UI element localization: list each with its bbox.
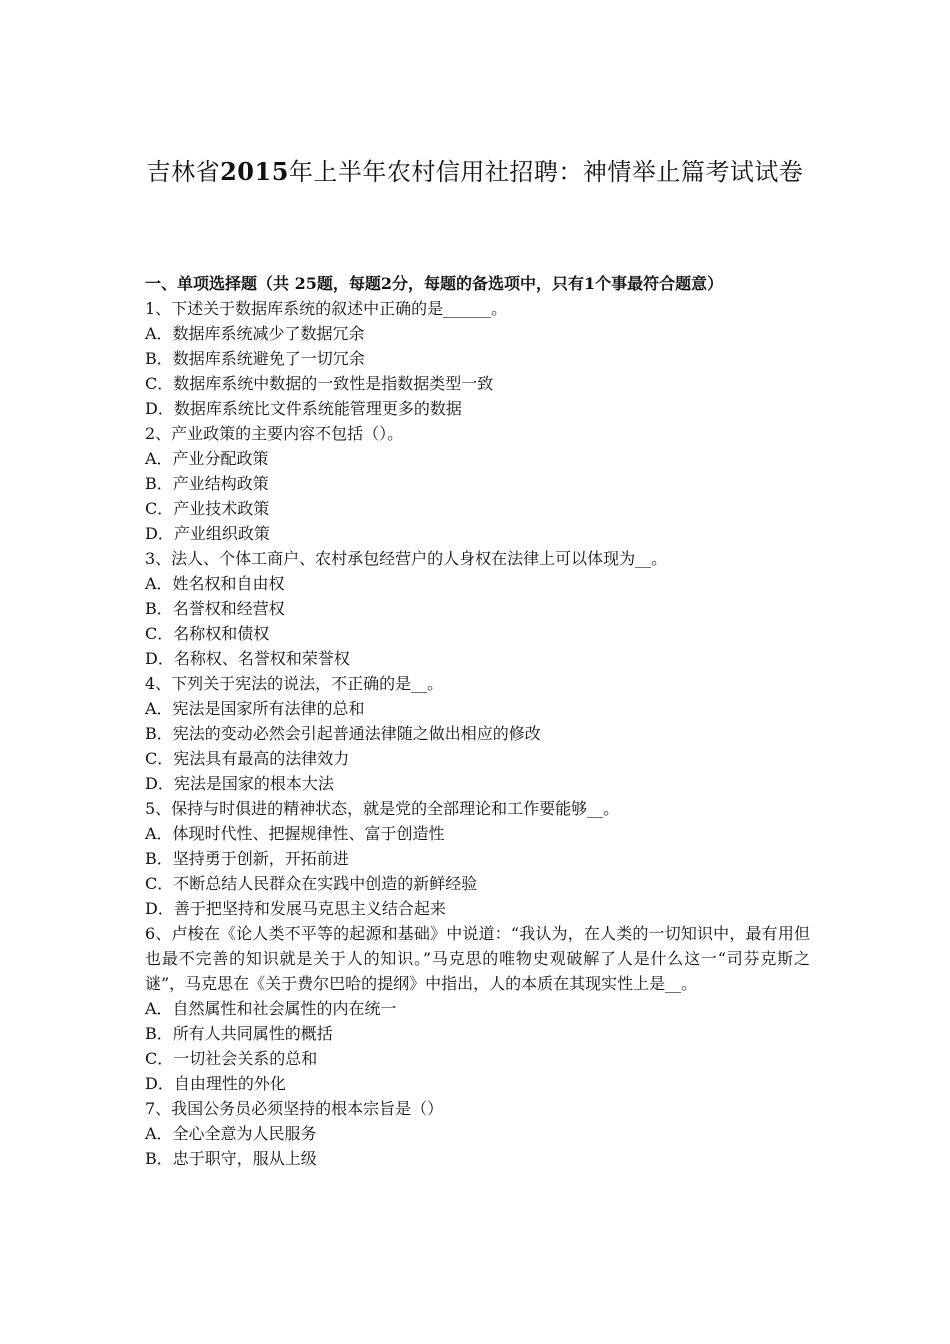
option-b: B．产业结构政策 bbox=[145, 474, 269, 493]
question-stem: 1、下述关于数据库系统的叙述中正确的是______。 bbox=[145, 299, 508, 318]
option-a: A．自然属性和社会属性的内在统一 bbox=[145, 999, 397, 1018]
option-d: D．宪法是国家的根本大法 bbox=[145, 774, 334, 793]
question-2 bbox=[145, 421, 810, 546]
option-a: A．体现时代性、把握规律性、富于创造性 bbox=[145, 824, 445, 843]
question-stem: 6、卢梭在《论人类不平等的起源和基础》中说道：“我认为，在人类的一切知识中，最有用但也最不完善的知识就是关于人的知识。”马克思的唯物史观破解了人是什么这一“司芬克斯之谜”，马克思在《关于费尔巴哈的提纲》中指出，人的本质在其现实性上是__。 bbox=[145, 924, 810, 993]
option-b: B．名誉权和经营权 bbox=[145, 599, 285, 618]
question-6 bbox=[145, 921, 810, 1096]
question-3 bbox=[145, 546, 810, 671]
option-d: D．善于把坚持和发展马克思主义结合起来 bbox=[145, 899, 446, 918]
option-d: D．名称权、名誉权和荣誉权 bbox=[145, 649, 350, 668]
option-b: B．所有人共同属性的概括 bbox=[145, 1024, 333, 1043]
option-c: C．产业技术政策 bbox=[145, 499, 270, 518]
question-1 bbox=[145, 296, 810, 421]
question-5 bbox=[145, 796, 810, 921]
option-c: C．名称权和债权 bbox=[145, 624, 270, 643]
option-c: C．一切社会关系的总和 bbox=[145, 1049, 318, 1068]
document-title bbox=[140, 146, 810, 198]
title-prefix: 吉林省 bbox=[146, 158, 221, 186]
option-c: C．不断总结人民群众在实践中创造的新鲜经验 bbox=[145, 874, 478, 893]
option-b: B．忠于职守，服从上级 bbox=[145, 1149, 317, 1168]
option-c: C．宪法具有最高的法律效力 bbox=[145, 749, 350, 768]
question-stem: 5、保持与时俱进的精神状态，就是党的全部理论和工作要能够__。 bbox=[145, 799, 620, 818]
option-c: C．数据库系统中数据的一致性是指数据类型一致 bbox=[145, 374, 494, 393]
section-heading: 一、单项选择题（共 25题，每题2分，每题的备选项中，只有1个事最符合题意） bbox=[145, 274, 724, 293]
title-year: 2015 bbox=[220, 157, 289, 186]
document-body bbox=[145, 271, 810, 1171]
question-stem: 7、我国公务员必须坚持的根本宗旨是（） bbox=[145, 1099, 444, 1118]
option-b: B．宪法的变动必然会引起普通法律随之做出相应的修改 bbox=[145, 724, 541, 743]
option-a: A．姓名权和自由权 bbox=[145, 574, 285, 593]
option-a: A．宪法是国家所有法律的总和 bbox=[145, 699, 365, 718]
question-stem: 4、下列关于宪法的说法，不正确的是__。 bbox=[145, 674, 444, 693]
option-a: A．全心全意为人民服务 bbox=[145, 1124, 317, 1143]
option-d: D．数据库系统比文件系统能管理更多的数据 bbox=[145, 399, 462, 418]
option-d: D．产业组织政策 bbox=[145, 524, 270, 543]
option-a: A．数据库系统减少了数据冗余 bbox=[145, 324, 365, 343]
option-d: D．自由理性的外化 bbox=[145, 1074, 286, 1093]
question-stem: 2、产业政策的主要内容不包括（）。 bbox=[145, 424, 404, 443]
question-stem: 3、法人、个体工商户、农村承包经营户的人身权在法律上可以体现为__。 bbox=[145, 549, 668, 568]
question-4 bbox=[145, 671, 810, 796]
option-a: A．产业分配政策 bbox=[145, 449, 269, 468]
question-7 bbox=[145, 1096, 810, 1171]
option-b: B．坚持勇于创新，开拓前进 bbox=[145, 849, 349, 868]
option-b: B．数据库系统避免了一切冗余 bbox=[145, 349, 365, 368]
title-suffix: 年上半年农村信用社招聘：神情举止篇考试试卷 bbox=[288, 158, 804, 186]
